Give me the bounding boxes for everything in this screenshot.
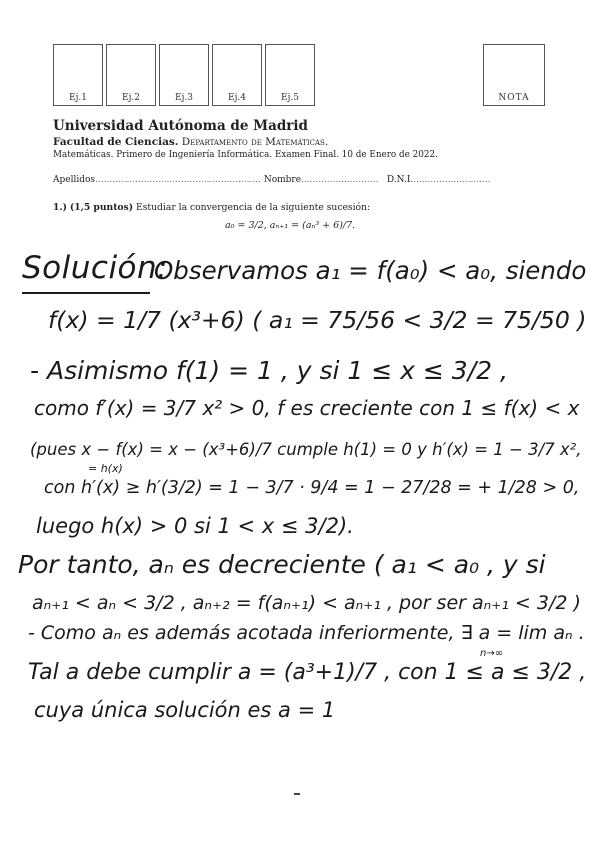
hw-line-3: - Asimismo f(1) = 1 , y si 1 ≤ x ≤ 3/2 , [30, 356, 508, 385]
hw-line-7: luego h(x) > 0 si 1 < x ≤ 3/2). [36, 514, 354, 538]
score-box-3 [159, 44, 209, 106]
question-statement [53, 202, 370, 213]
question-points: (1,5 puntos) [69, 202, 134, 213]
hw-line-11: Tal a debe cumplir a = (a³+1)/7 , con 1 ≤ a ≤ 3/2 , [28, 660, 587, 685]
faculty-line [53, 136, 328, 148]
score-box-label: Ej.5 [281, 93, 299, 103]
score-box-label: Ej.1 [69, 93, 87, 103]
nota-label: NOTA [498, 93, 530, 103]
hw-line-12: cuya única solución es a = 1 [34, 698, 336, 722]
score-box-label: Ej.4 [228, 93, 246, 103]
score-box-label: Ej.3 [175, 93, 193, 103]
score-box-label: Ej.2 [122, 93, 140, 103]
apellidos-field[interactable]: .......................................................... [95, 175, 261, 185]
hw-line-9: aₙ₊₁ < aₙ < 3/2 , aₙ₊₂ = f(aₙ₊₁) < aₙ₊₁ , por ser aₙ₊₁ < 3/2 ) [32, 592, 581, 614]
faculty-name: Facultad de Ciencias. [53, 136, 179, 148]
hw-line-5: (pues x − f(x) = x − (x³+6)/7 cumple h(1) = 0 y h′(x) = 1 − 3/7 x², [30, 440, 582, 459]
hw-line-10: - Como aₙ es además acotada inferiormente, ∃ a = lim aₙ . [28, 622, 585, 644]
question-number: 1.) [53, 202, 67, 213]
university-title: Universidad Autónoma de Madrid [53, 118, 308, 134]
nombre-field[interactable]: ........................... [301, 175, 379, 185]
question-text: Estudiar la convergencia de la siguiente sucesión: [136, 202, 371, 213]
solution-heading: Solución: [22, 250, 169, 286]
score-box-4 [212, 44, 262, 106]
score-boxes [53, 44, 318, 106]
solution-underline [22, 292, 150, 294]
bottom-mark [294, 793, 300, 795]
exam-description: Matemáticas. Primero de Ingeniería Informática. Examen Final. 10 de Enero de 2022. [53, 150, 438, 160]
nota-box [483, 44, 545, 106]
score-box-5 [265, 44, 315, 106]
apellidos-label: Apellidos [53, 175, 96, 185]
dni-field[interactable]: ........................... [413, 175, 491, 185]
dni-label: D.N.I. [386, 175, 414, 185]
score-box-1 [53, 44, 103, 106]
hw-subnote: = h(x) [88, 462, 123, 475]
department-name: Departamento de Matemáticas. [181, 136, 329, 148]
hw-line-1: Observamos a₁ = f(a₀) < a₀, siendo [154, 256, 587, 285]
hw-limit-sub: n→∞ [480, 648, 504, 659]
hw-line-2: f(x) = 1/7 (x³+6) ( a₁ = 75/56 < 3/2 = 75/50 ) [48, 306, 587, 334]
nombre-label: Nombre [263, 175, 302, 185]
student-fields [53, 175, 491, 185]
hw-line-8: Por tanto, aₙ es decreciente ( a₁ < a₀ , y si [18, 550, 546, 579]
sequence-formula: a₀ = 3/2, aₙ₊₁ = (aₙ³ + 6)/7. [225, 220, 356, 231]
hw-line-4: como f′(x) = 3/7 x² > 0, f es creciente con 1 ≤ f(x) < x [34, 396, 580, 420]
score-box-2 [106, 44, 156, 106]
hw-line-6: con h′(x) ≥ h′(3/2) = 1 − 3/7 · 9/4 = 1 − 27/28 = + 1/28 > 0, [44, 478, 580, 498]
